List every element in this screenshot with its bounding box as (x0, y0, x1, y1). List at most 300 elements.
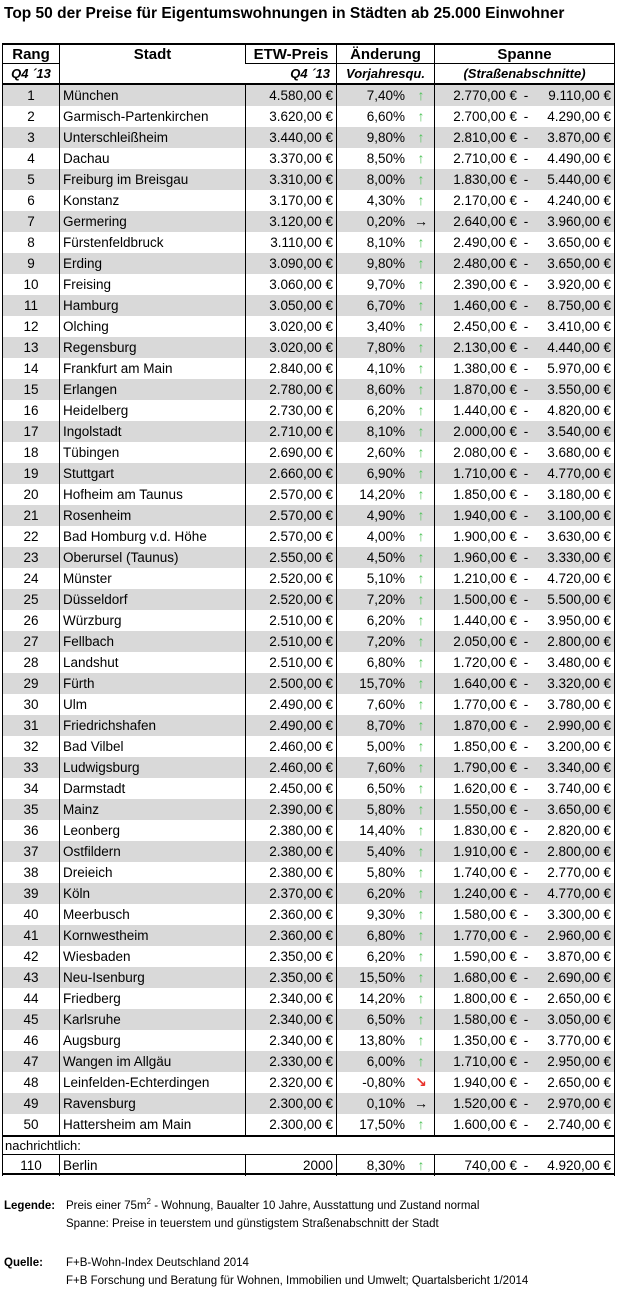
source-line-1: F+B-Wohn-Index Deutschland 2014 (66, 1257, 249, 1269)
table-row-berlin (2, 1154, 615, 1175)
cell-spanne-bis: 5.970,00 € (533, 358, 615, 379)
cell-spanne-dash: - (523, 655, 529, 670)
cell-preis: 2.520,00 € (246, 568, 337, 589)
cell-aenderung: 14,20% (359, 991, 405, 1006)
header-aenderung-sub: Vorjahresqu. (337, 64, 435, 83)
cell-trend (408, 106, 435, 127)
cell-aenderung: 8,70% (366, 718, 405, 733)
cell-spanne-dash: - (523, 928, 529, 943)
cell-spanne-von: 1.240,00 € (453, 886, 517, 901)
cell-stadt: Bad Vilbel (60, 736, 246, 757)
table-row (2, 148, 615, 169)
cell-spanne-bis: 4.920,00 € (533, 1155, 615, 1176)
cell-spanne-bis: 3.650,00 € (533, 232, 615, 253)
header-spanne: Spanne (435, 45, 615, 64)
cell-spanne-von: 1.600,00 € (453, 1117, 517, 1132)
cell-rang: 40 (2, 904, 60, 925)
cell-trend (408, 1051, 435, 1072)
cell-stadt: Meerbusch (60, 904, 246, 925)
cell-preis: 2.520,00 € (246, 589, 337, 610)
cell-trend (408, 946, 435, 967)
cell-preis: 2.460,00 € (246, 757, 337, 778)
cell-preis: 3.440,00 € (246, 127, 337, 148)
cell-spanne-dash: - (523, 571, 529, 586)
cell-stadt: Wangen im Allgäu (60, 1051, 246, 1072)
cell-stadt: München (60, 85, 246, 106)
cell-spanne-bis: 2.950,00 € (533, 1051, 615, 1072)
cell-stadt: Ludwigsburg (60, 757, 246, 778)
cell-spanne-bis: 3.100,00 € (533, 505, 615, 526)
cell-trend (408, 358, 435, 379)
cell-preis: 2.510,00 € (246, 631, 337, 652)
arrow-up-icon: ↑ (417, 276, 425, 292)
cell-rang: 6 (2, 190, 60, 211)
arrow-up-icon: ↑ (417, 612, 425, 628)
cell-rang: 29 (2, 673, 60, 694)
cell-spanne-bis: 3.330,00 € (533, 547, 615, 568)
cell-rang: 46 (2, 1030, 60, 1051)
table-row (2, 253, 615, 274)
table-row (2, 631, 615, 652)
cell-trend (408, 883, 435, 904)
cell-spanne-bis: 3.320,00 € (533, 673, 615, 694)
cell-spanne-dash: - (523, 256, 529, 271)
cell-trend (408, 1030, 435, 1051)
cell-spanne-dash: - (523, 298, 529, 313)
cell-stadt: Hamburg (60, 295, 246, 316)
cell-aenderung: 4,50% (366, 550, 405, 565)
cell-stadt: Friedberg (60, 988, 246, 1009)
cell-spanne-bis: 4.820,00 € (533, 400, 615, 421)
cell-spanne-von: 2.050,00 € (453, 634, 517, 649)
cell-stadt: Garmisch-Partenkirchen (60, 106, 246, 127)
arrow-up-icon: ↑ (417, 759, 425, 775)
cell-spanne-dash: - (523, 991, 529, 1006)
arrow-up-icon: ↑ (417, 591, 425, 607)
cell-stadt: Erlangen (60, 379, 246, 400)
table-row (2, 589, 615, 610)
arrow-up-icon: ↑ (417, 654, 425, 670)
cell-preis: 2.690,00 € (246, 442, 337, 463)
table-row (2, 106, 615, 127)
cell-aenderung: 14,40% (359, 823, 405, 838)
cell-trend (408, 337, 435, 358)
cell-rang: 31 (2, 715, 60, 736)
cell-rang: 26 (2, 610, 60, 631)
cell-rang: 1 (2, 85, 60, 106)
cell-spanne-dash: - (523, 613, 529, 628)
arrow-up-icon: ↑ (417, 1157, 425, 1173)
cell-spanne-bis: 4.770,00 € (533, 883, 615, 904)
cell-spanne-von: 1.440,00 € (453, 403, 517, 418)
cell-spanne-dash: - (523, 214, 529, 229)
table-row (2, 736, 615, 757)
cell-spanne-dash: - (523, 970, 529, 985)
cell-aenderung: 7,20% (366, 592, 405, 607)
table-row (2, 400, 615, 421)
cell-rang: 36 (2, 820, 60, 841)
cell-spanne-bis: 4.720,00 € (533, 568, 615, 589)
cell-spanne-bis: 2.650,00 € (533, 1072, 615, 1093)
cell-spanne-bis: 3.630,00 € (533, 526, 615, 547)
cell-rang: 10 (2, 274, 60, 295)
cell-trend (408, 505, 435, 526)
cell-spanne-bis: 3.650,00 € (533, 253, 615, 274)
cell-preis: 3.110,00 € (246, 232, 337, 253)
source-line-2: F+B Forschung und Beratung für Wohnen, Immobilien und Umwelt; Quartalsbericht 1/2014 (66, 1275, 529, 1287)
cell-preis: 2.380,00 € (246, 820, 337, 841)
cell-aenderung: 15,70% (359, 676, 405, 691)
cell-rang: 28 (2, 652, 60, 673)
cell-spanne-bis: 5.500,00 € (533, 589, 615, 610)
cell-stadt: Ulm (60, 694, 246, 715)
table-row (2, 274, 615, 295)
cell-preis: 2.370,00 € (246, 883, 337, 904)
cell-stadt: Leinfelden-Echterdingen (60, 1072, 246, 1093)
cell-spanne-von: 1.900,00 € (453, 529, 517, 544)
cell-trend (408, 1155, 435, 1176)
cell-stadt: Berlin (60, 1155, 246, 1176)
cell-rang: 37 (2, 841, 60, 862)
cell-aenderung: 7,20% (366, 634, 405, 649)
cell-spanne-bis: 3.680,00 € (533, 442, 615, 463)
cell-spanne-bis: 3.540,00 € (533, 421, 615, 442)
cell-trend (408, 904, 435, 925)
table-row (2, 1051, 615, 1072)
cell-spanne-dash: - (523, 718, 529, 733)
cell-spanne-von: 2.810,00 € (453, 130, 517, 145)
arrow-up-icon: ↑ (417, 528, 425, 544)
cell-spanne-dash: - (523, 277, 529, 292)
cell-aenderung: -0,80% (362, 1075, 405, 1090)
cell-spanne-von: 1.620,00 € (453, 781, 517, 796)
cell-stadt: Fellbach (60, 631, 246, 652)
arrow-right-icon: → (414, 1095, 428, 1111)
arrow-up-icon: ↑ (417, 549, 425, 565)
arrow-up-icon: ↑ (417, 864, 425, 880)
cell-spanne-bis: 3.200,00 € (533, 736, 615, 757)
cell-spanne-bis: 2.820,00 € (533, 820, 615, 841)
cell-preis: 3.620,00 € (246, 106, 337, 127)
cell-spanne-von: 1.520,00 € (453, 1096, 517, 1111)
table-row (2, 799, 615, 820)
cell-spanne-dash: - (523, 739, 529, 754)
cell-preis: 2.570,00 € (246, 484, 337, 505)
cell-spanne-bis: 3.300,00 € (533, 904, 615, 925)
price-table (2, 43, 615, 1175)
cell-stadt: Augsburg (60, 1030, 246, 1051)
cell-stadt: Freising (60, 274, 246, 295)
cell-spanne-bis: 2.970,00 € (533, 1093, 615, 1114)
cell-rang: 22 (2, 526, 60, 547)
arrow-up-icon: ↑ (417, 150, 425, 166)
table-row (2, 316, 615, 337)
table-row (2, 379, 615, 400)
legend-label: Legende: (4, 1200, 56, 1212)
cell-rang: 24 (2, 568, 60, 589)
cell-aenderung: 8,60% (366, 382, 405, 397)
arrow-up-icon: ↑ (417, 633, 425, 649)
cell-rang: 11 (2, 295, 60, 316)
cell-aenderung: 6,00% (366, 1054, 405, 1069)
cell-spanne-von: 1.440,00 € (453, 613, 517, 628)
table-row (2, 841, 615, 862)
cell-trend (408, 1072, 435, 1093)
cell-preis: 3.370,00 € (246, 148, 337, 169)
cell-spanne-dash: - (523, 844, 529, 859)
cell-spanne-von: 1.800,00 € (453, 991, 517, 1006)
cell-aenderung: 14,20% (359, 487, 405, 502)
cell-spanne-dash: - (523, 760, 529, 775)
cell-spanne-dash: - (523, 340, 529, 355)
table-row (2, 232, 615, 253)
arrow-up-icon: ↑ (417, 129, 425, 145)
cell-rang: 7 (2, 211, 60, 232)
cell-spanne-dash: - (523, 1158, 529, 1173)
header-aenderung: Änderung (337, 45, 435, 64)
cell-rang: 3 (2, 127, 60, 148)
arrow-up-icon: ↑ (417, 675, 425, 691)
cell-aenderung: 5,80% (366, 802, 405, 817)
cell-preis: 2.500,00 € (246, 673, 337, 694)
arrow-up-icon: ↑ (417, 927, 425, 943)
arrow-up-icon: ↑ (417, 990, 425, 1006)
cell-trend (408, 463, 435, 484)
cell-aenderung: 8,10% (366, 424, 405, 439)
cell-trend (408, 127, 435, 148)
cell-preis: 3.310,00 € (246, 169, 337, 190)
cell-preis: 2.380,00 € (246, 841, 337, 862)
arrow-up-icon: ↑ (417, 381, 425, 397)
cell-trend (408, 862, 435, 883)
table-row (2, 337, 615, 358)
table-row (2, 547, 615, 568)
cell-stadt: Freiburg im Breisgau (60, 169, 246, 190)
cell-rang: 25 (2, 589, 60, 610)
cell-spanne-dash: - (523, 823, 529, 838)
cell-spanne-bis: 8.750,00 € (533, 295, 615, 316)
arrow-up-icon: ↑ (417, 171, 425, 187)
cell-spanne-bis: 3.050,00 € (533, 1009, 615, 1030)
cell-preis: 2.320,00 € (246, 1072, 337, 1093)
cell-rang: 43 (2, 967, 60, 988)
cell-spanne-von: 1.830,00 € (453, 172, 517, 187)
cell-aenderung: 6,20% (366, 949, 405, 964)
cell-spanne-dash: - (523, 949, 529, 964)
cell-spanne-von: 2.080,00 € (453, 445, 517, 460)
cell-rang: 4 (2, 148, 60, 169)
cell-preis: 2.340,00 € (246, 988, 337, 1009)
cell-spanne-bis: 3.740,00 € (533, 778, 615, 799)
cell-rang: 110 (2, 1155, 60, 1176)
cell-trend (408, 316, 435, 337)
cell-spanne-bis: 3.960,00 € (533, 211, 615, 232)
cell-spanne-von: 2.700,00 € (453, 109, 517, 124)
cell-trend (408, 610, 435, 631)
cell-spanne-bis: 3.410,00 € (533, 316, 615, 337)
arrow-up-icon: ↑ (417, 423, 425, 439)
cell-preis: 2.350,00 € (246, 967, 337, 988)
cell-spanne-dash: - (523, 592, 529, 607)
cell-trend (408, 85, 435, 106)
cell-trend (408, 379, 435, 400)
cell-trend (408, 631, 435, 652)
cell-aenderung: 8,00% (366, 172, 405, 187)
cell-aenderung: 6,20% (366, 613, 405, 628)
arrow-up-icon: ↑ (417, 444, 425, 460)
cell-stadt: Wiesbaden (60, 946, 246, 967)
cell-spanne-dash: - (523, 130, 529, 145)
cell-stadt: Fürth (60, 673, 246, 694)
table-row (2, 505, 615, 526)
cell-spanne-von: 1.770,00 € (453, 697, 517, 712)
cell-aenderung: 6,90% (366, 466, 405, 481)
cell-stadt: Dachau (60, 148, 246, 169)
cell-aenderung: 8,50% (366, 151, 405, 166)
cell-preis: 3.050,00 € (246, 295, 337, 316)
cell-stadt: Unterschleißheim (60, 127, 246, 148)
cell-rang: 8 (2, 232, 60, 253)
cell-preis: 2.570,00 € (246, 526, 337, 547)
cell-stadt: Ingolstadt (60, 421, 246, 442)
arrow-up-icon: ↑ (417, 717, 425, 733)
cell-spanne-bis: 4.240,00 € (533, 190, 615, 211)
cell-aenderung: 6,20% (366, 403, 405, 418)
cell-trend (408, 274, 435, 295)
cell-spanne-von: 2.480,00 € (453, 256, 517, 271)
table-header (2, 43, 615, 85)
cell-preis: 2.730,00 € (246, 400, 337, 421)
cell-spanne-bis: 3.480,00 € (533, 652, 615, 673)
cell-trend (408, 652, 435, 673)
cell-preis: 2.300,00 € (246, 1093, 337, 1114)
cell-rang: 34 (2, 778, 60, 799)
cell-stadt: Ravensburg (60, 1093, 246, 1114)
cell-aenderung: 7,60% (366, 697, 405, 712)
cell-trend (408, 442, 435, 463)
cell-stadt: Würzburg (60, 610, 246, 631)
cell-spanne-von: 2.390,00 € (453, 277, 517, 292)
arrow-up-icon: ↑ (417, 192, 425, 208)
cell-rang: 9 (2, 253, 60, 274)
cell-spanne-von: 1.850,00 € (453, 739, 517, 754)
cell-stadt: Oberursel (Taunus) (60, 547, 246, 568)
cell-aenderung: 4,10% (366, 361, 405, 376)
cell-aenderung: 6,80% (366, 928, 405, 943)
cell-preis: 2.450,00 € (246, 778, 337, 799)
cell-stadt: Dreieich (60, 862, 246, 883)
cell-spanne-bis: 4.440,00 € (533, 337, 615, 358)
cell-rang: 33 (2, 757, 60, 778)
cell-preis: 2.660,00 € (246, 463, 337, 484)
arrow-up-icon: ↑ (417, 360, 425, 376)
cell-rang: 48 (2, 1072, 60, 1093)
cell-spanne-von: 1.720,00 € (453, 655, 517, 670)
cell-aenderung: 15,50% (359, 970, 405, 985)
cell-rang: 21 (2, 505, 60, 526)
table-row (2, 1093, 615, 1114)
cell-spanne-bis: 3.950,00 € (533, 610, 615, 631)
arrow-up-icon: ↑ (417, 255, 425, 271)
cell-spanne-von: 1.870,00 € (453, 382, 517, 397)
cell-spanne-dash: - (523, 697, 529, 712)
cell-aenderung: 6,80% (366, 655, 405, 670)
arrow-up-icon: ↑ (417, 87, 425, 103)
arrow-up-icon: ↑ (417, 465, 425, 481)
table-row (2, 568, 615, 589)
cell-spanne-dash: - (523, 151, 529, 166)
cell-spanne-von: 2.490,00 € (453, 235, 517, 250)
header-rang: Rang (2, 45, 60, 64)
arrow-up-icon: ↑ (417, 948, 425, 964)
cell-preis: 2.330,00 € (246, 1051, 337, 1072)
cell-spanne-dash: - (523, 634, 529, 649)
table-row (2, 862, 615, 883)
cell-preis: 2.510,00 € (246, 610, 337, 631)
arrow-up-icon: ↑ (417, 885, 425, 901)
cell-spanne-von: 1.590,00 € (453, 949, 517, 964)
cell-spanne-dash: - (523, 319, 529, 334)
table-row (2, 484, 615, 505)
cell-stadt: Leonberg (60, 820, 246, 841)
cell-spanne-von: 2.000,00 € (453, 424, 517, 439)
cell-spanne-bis: 2.740,00 € (533, 1114, 615, 1135)
cell-preis: 2.380,00 € (246, 862, 337, 883)
cell-preis: 2.350,00 € (246, 946, 337, 967)
cell-stadt: Erding (60, 253, 246, 274)
arrow-up-icon: ↑ (417, 906, 425, 922)
table-row (2, 673, 615, 694)
cell-spanne-von: 2.640,00 € (453, 214, 517, 229)
cell-trend (408, 694, 435, 715)
cell-trend (408, 169, 435, 190)
arrow-up-icon: ↑ (417, 1053, 425, 1069)
cell-rang: 14 (2, 358, 60, 379)
cell-stadt: Heidelberg (60, 400, 246, 421)
header-rang-sub: Q4 ´13 (2, 64, 60, 83)
table-row (2, 526, 615, 547)
arrow-up-icon: ↑ (417, 570, 425, 586)
cell-rang: 12 (2, 316, 60, 337)
header-stadt: Stadt (60, 45, 246, 64)
cell-aenderung: 6,50% (366, 781, 405, 796)
cell-spanne-bis: 2.960,00 € (533, 925, 615, 946)
cell-trend (408, 1114, 435, 1135)
cell-spanne-von: 1.770,00 € (453, 928, 517, 943)
cell-spanne-bis: 3.870,00 € (533, 127, 615, 148)
arrow-up-icon: ↑ (417, 108, 425, 124)
cell-preis: 4.580,00 € (246, 85, 337, 106)
arrow-up-icon: ↑ (417, 402, 425, 418)
cell-spanne-dash: - (523, 235, 529, 250)
cell-spanne-dash: - (523, 865, 529, 880)
cell-spanne-dash: - (523, 424, 529, 439)
cell-preis: 2.360,00 € (246, 904, 337, 925)
cell-rang: 18 (2, 442, 60, 463)
header-preis-sub: Q4 ´13 (246, 64, 337, 83)
cell-preis: 3.060,00 € (246, 274, 337, 295)
source-label: Quelle: (4, 1257, 43, 1269)
cell-rang: 35 (2, 799, 60, 820)
cell-spanne-von: 1.830,00 € (453, 823, 517, 838)
cell-aenderung: 5,10% (366, 571, 405, 586)
cell-spanne-bis: 3.180,00 € (533, 484, 615, 505)
arrow-up-icon: ↑ (417, 801, 425, 817)
cell-preis: 3.120,00 € (246, 211, 337, 232)
cell-preis: 2.490,00 € (246, 715, 337, 736)
cell-stadt: Ostfildern (60, 841, 246, 862)
table-row (2, 1114, 615, 1135)
